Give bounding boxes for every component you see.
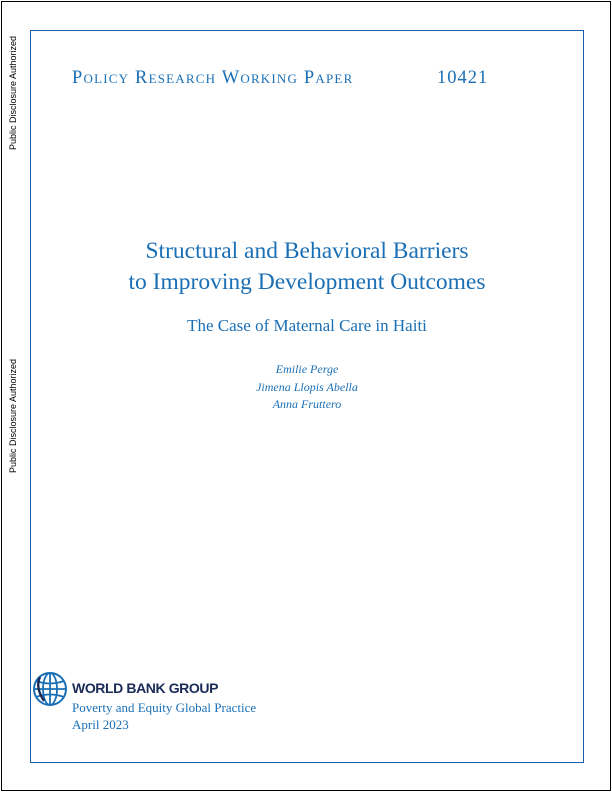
author-name: Jimena Llopis Abella — [256, 379, 358, 394]
world-bank-globe-icon — [32, 671, 68, 707]
organization-name: WORLD BANK GROUP — [72, 680, 219, 696]
paper-number: 10421 — [437, 68, 489, 88]
paper-title-line-1: Structural and Behavioral Barriers — [145, 238, 469, 264]
global-practice: Poverty and Equity Global Practice — [72, 700, 257, 715]
publication-date: April 2023 — [72, 717, 129, 732]
author-list — [30, 361, 584, 414]
author-name: Anna Fruttero — [272, 397, 342, 411]
paper-title-line-2: to Improving Development Outcomes — [128, 269, 486, 295]
author-name: Emilie Perge — [275, 362, 339, 376]
paper-title — [30, 236, 584, 298]
paper-subtitle: The Case of Maternal Care in Haiti — [187, 316, 427, 335]
disclosure-label-top: Public Disclosure Authorized — [8, 35, 18, 151]
series-title: Policy Research Working Paper — [72, 68, 354, 88]
disclosure-label-middle: Public Disclosure Authorized — [8, 358, 18, 474]
